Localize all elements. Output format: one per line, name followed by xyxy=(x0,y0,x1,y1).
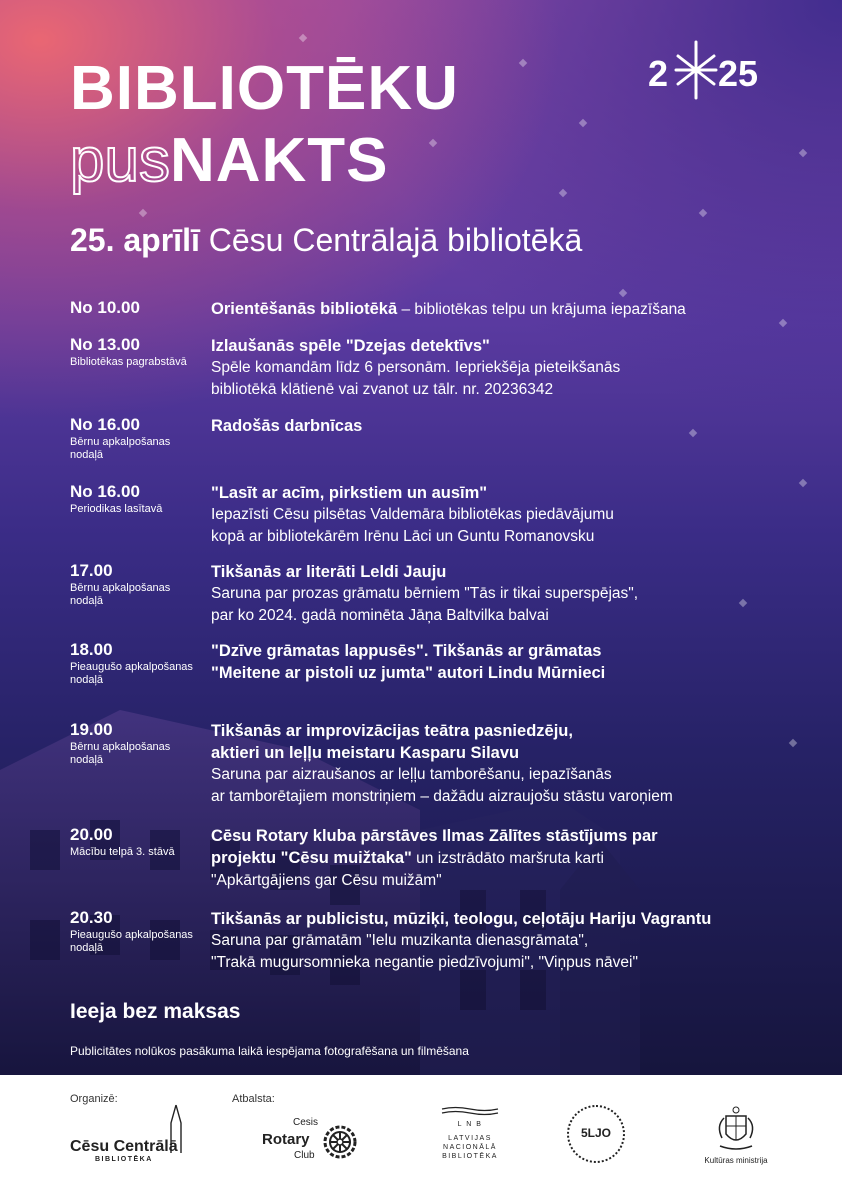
event-desc-line: Spēle komandām līdz 6 personām. Iepriekšēja pieteikšanās xyxy=(211,359,621,376)
event-desc-line: ar tamborētajiem monstriņiem – dažādu aizraujošu stāstu varoņiem xyxy=(211,788,673,805)
title-bibliotek: BIBLIOTĒKU xyxy=(70,54,459,123)
event-desc-line: "Apkārtgājiens gar Cēsu muižām" xyxy=(211,872,442,889)
event-time: No 16.00 xyxy=(70,482,140,501)
event-time: 18.00 xyxy=(70,640,113,659)
free-entry-note: Ieeja bez maksas xyxy=(70,1000,241,1023)
event-place: Periodikas lasītavā xyxy=(70,503,163,515)
event-time: 20.30 xyxy=(70,908,113,927)
event-title: Tikšanās ar literāti Leldi Jauju xyxy=(211,563,447,581)
cesu-library-sub: BIBLIOTĒKA xyxy=(95,1156,153,1163)
event-place: Bērnu apkalpošanas nodaļā xyxy=(70,436,171,461)
cesu-library-name: Cēsu Centrālā xyxy=(70,1138,178,1155)
event-title-line: aktieri un leļļu meistaru Kasparu Silavu xyxy=(211,744,520,762)
snowflake-icon xyxy=(674,40,718,100)
lnb-line1: LATVIJAS xyxy=(448,1135,492,1142)
event-desc-line: par ko 2024. gadā nominēta Jāņa Baltvilka balvai xyxy=(211,607,549,624)
culture-ministry-name: Kultūras ministrija xyxy=(704,1156,768,1165)
event-desc-line: Saruna par prozas grāmatu bērniem "Tās ir tikai superspējas", xyxy=(211,585,639,602)
event-place: Mācību telpā 3. stāvā xyxy=(70,846,175,858)
event-desc-line: Saruna par aizraušanos ar leļļu tamborēšanu, iepazīšanās xyxy=(211,766,612,783)
event-place: Pieaugušo apkalpošanas nodaļā xyxy=(70,929,193,954)
year-digit-left: 2 xyxy=(648,53,669,94)
logo-2025 xyxy=(648,36,772,100)
year-digits-right: 25 xyxy=(718,53,759,94)
event-project-name: projektu "Cēsu muižtaka" xyxy=(211,849,412,867)
event-mixed-line xyxy=(211,847,801,870)
title-pusnakts xyxy=(70,126,389,195)
event-title: Izlaušanās spēle "Dzejas detektīvs" xyxy=(211,337,490,355)
event-title: Radošās darbnīcas xyxy=(211,417,363,435)
event-title: "Dzīve grāmatas lappusēs". Tikšanās ar grāmatas xyxy=(211,642,602,660)
lnb-letters: L N B xyxy=(457,1121,483,1128)
event-time: 19.00 xyxy=(70,720,113,739)
latvia-coat-of-arms-icon xyxy=(712,1104,760,1154)
event-body xyxy=(211,720,801,808)
title-pus: pus xyxy=(70,126,170,195)
lnb-line2: NACIONĀLĀ xyxy=(443,1144,497,1151)
event-desc-line: Iepazīsti Cēsu pilsētas Valdemāra bibliotēkas piedāvājumu xyxy=(211,506,614,523)
event-place: Pieaugušo apkalpošanas nodaļā xyxy=(70,661,193,686)
event-body xyxy=(211,335,801,401)
event-body xyxy=(211,482,801,548)
lnb-line3: BIBLIOTĒKA xyxy=(442,1153,498,1160)
event-time: 17.00 xyxy=(70,561,113,580)
event-title-line: "Meitene ar pistoli uz jumta" autori Lindu Mūrnieci xyxy=(211,664,606,682)
title-nakts: NAKTS xyxy=(169,126,389,195)
event-time: 20.00 xyxy=(70,825,113,844)
event-title: "Lasīt ar acīm, pirkstiem un ausīm" xyxy=(211,484,488,502)
event-title: Cēsu Rotary kluba pārstāves Ilmas Zālītes stāstījums par xyxy=(211,827,658,845)
event-body xyxy=(211,825,801,892)
photo-notice: Publicitātes nolūkos pasākuma laikā iespējama fotografēšana un filmēšana xyxy=(70,1044,469,1058)
rotary-name: Rotary xyxy=(262,1131,310,1148)
rotary-wheel-icon xyxy=(322,1124,358,1160)
event-body xyxy=(211,415,801,437)
rotary-city: Cesis xyxy=(293,1117,319,1128)
event-venue: Cēsu Centrālajā bibliotēkā xyxy=(208,222,583,258)
event-date-venue xyxy=(70,224,582,256)
event-body xyxy=(211,908,801,974)
event-body xyxy=(211,561,801,627)
event-body xyxy=(211,298,801,321)
event-desc-line: bibliotēkā klātienē vai zvanot uz tālr. nr. 20236342 xyxy=(211,381,554,398)
event-desc-line: Saruna par grāmatām "Ielu muzikanta dienasgrāmata", xyxy=(211,932,589,949)
event-place: Bērnu apkalpošanas nodaļā xyxy=(70,741,171,766)
event-title: Tikšanās ar publicistu, mūziķi, teologu, ceļotāju Hariju Vagrantu xyxy=(211,910,712,928)
event-body xyxy=(211,640,801,684)
rotary-club: Club xyxy=(294,1150,315,1161)
event-time: No 13.00 xyxy=(70,335,140,354)
event-mixed-rest: un izstrādāto maršruta karti xyxy=(411,850,604,867)
event-title: Tikšanās ar improvizācijas teātra pasniedzēju, xyxy=(211,722,573,740)
lnb-logo-icon xyxy=(440,1106,500,1116)
event-desc-line: "Trakā mugursomnieka negantie piedzīvojumi", "Viņpus nāvei" xyxy=(211,954,638,971)
event-place: Bibliotēkas pagrabstāvā xyxy=(70,356,187,368)
event-date: 25. aprīlī xyxy=(70,222,200,258)
organizer-label: Organizē: xyxy=(70,1093,118,1105)
latvian-book-seal-center: 5LJO xyxy=(580,1126,611,1140)
event-place: Bērnu apkalpošanas nodaļā xyxy=(70,582,171,607)
event-desc-line: kopā ar bibliotekārēm Irēnu Lāci un Guntu Romanovsku xyxy=(211,528,595,545)
support-label: Atbalsta: xyxy=(232,1093,275,1105)
event-title-suffix: – bibliotēkas telpu un krājuma iepazīšana xyxy=(397,301,686,318)
event-time: No 10.00 xyxy=(70,298,140,317)
event-title: Orientēšanās bibliotēkā xyxy=(211,300,398,318)
event-time: No 16.00 xyxy=(70,415,140,434)
